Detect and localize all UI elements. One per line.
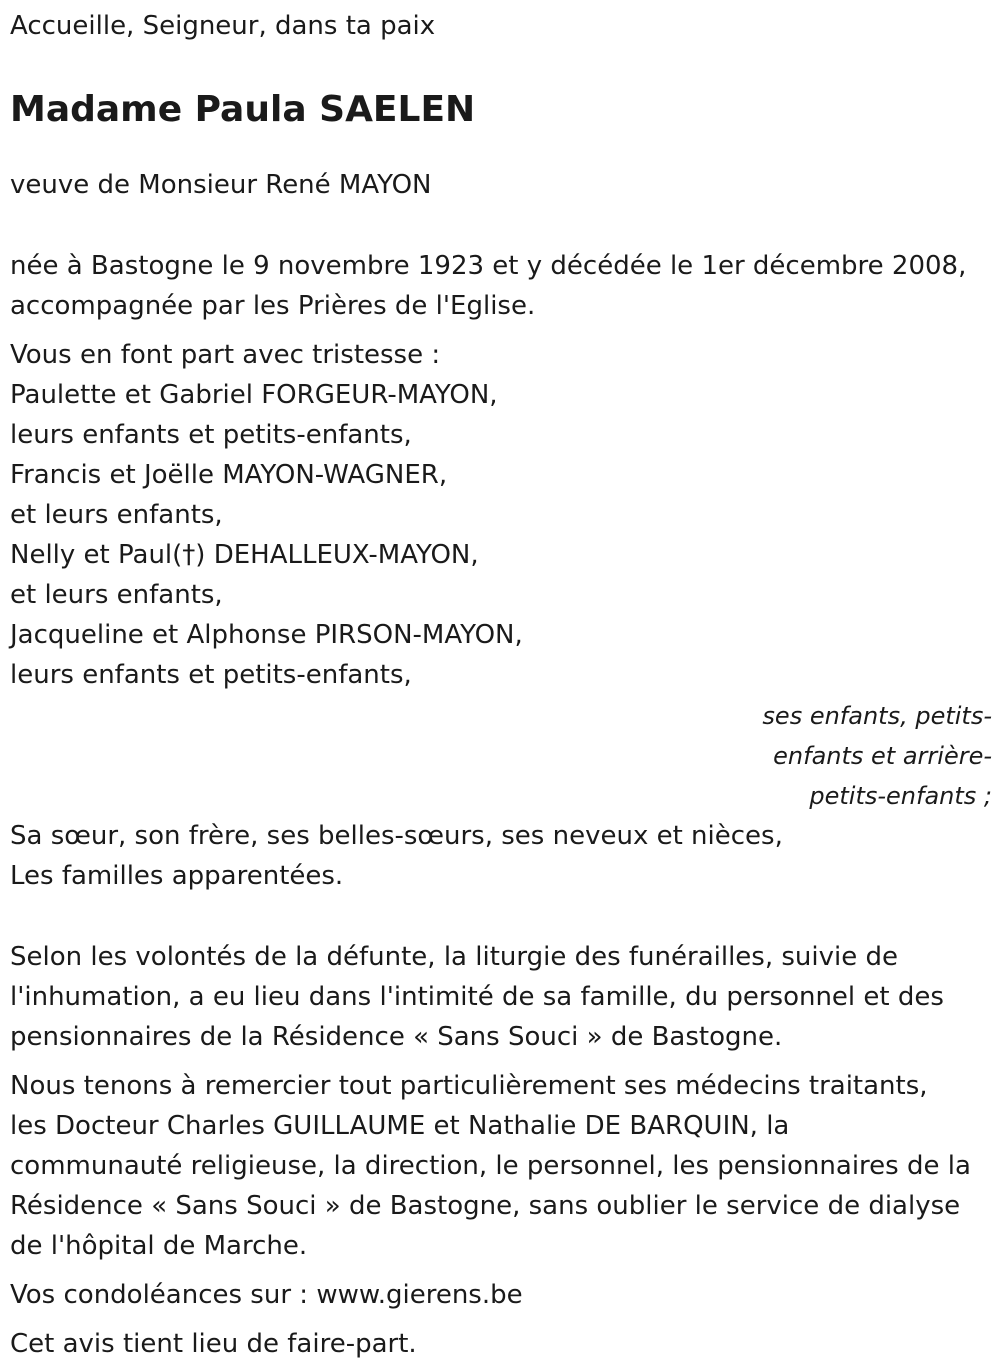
birth-death-paragraph bbox=[10, 246, 992, 326]
funeral-line: l'inhumation, a eu lieu dans l'intimité de sa famille, du personnel et des bbox=[10, 982, 944, 1012]
family-member-line: Paulette et Gabriel FORGEUR-MAYON, bbox=[10, 380, 498, 410]
thanks-line: les Docteur Charles GUILLAUME et Nathalie DE BARQUIN, la bbox=[10, 1111, 790, 1141]
relatives-line: Sa sœur, son frère, ses belles-sœurs, ses neveux et nièces, bbox=[10, 821, 783, 851]
obituary-notice bbox=[10, 6, 992, 1364]
family-member-line: leurs enfants et petits-enfants, bbox=[10, 420, 412, 450]
deceased-name: Madame Paula SAELEN bbox=[10, 89, 476, 130]
widow-line: veuve de Monsieur René MAYON bbox=[10, 170, 432, 200]
notice-line: Cet avis tient lieu de faire-part. bbox=[10, 1329, 417, 1359]
birth-line: née à Bastogne le 9 novembre 1923 et y décédée le 1er décembre 2008, bbox=[10, 251, 967, 281]
thanks-line: Nous tenons à remercier tout particulièrement ses médecins traitants, bbox=[10, 1071, 928, 1101]
grandchildren-line: enfants et arrière- bbox=[773, 742, 992, 770]
family-member-line: Francis et Joëlle MAYON-WAGNER, bbox=[10, 460, 448, 490]
thanks-line: Résidence « Sans Souci » de Bastogne, sans oublier le service de dialyse bbox=[10, 1191, 961, 1221]
family-member-line: Nelly et Paul(†) DEHALLEUX-MAYON, bbox=[10, 540, 479, 570]
thanks-line: de l'hôpital de Marche. bbox=[10, 1231, 308, 1261]
grandchildren-note bbox=[10, 696, 992, 816]
birth-line: accompagnée par les Prières de l'Eglise. bbox=[10, 291, 536, 321]
relatives-line: Les familles apparentées. bbox=[10, 861, 344, 891]
announce-line: Vous en font part avec tristesse : bbox=[10, 340, 441, 370]
opening-prayer: Accueille, Seigneur, dans ta paix bbox=[10, 11, 436, 41]
relatives-paragraph bbox=[10, 816, 992, 896]
family-member-line: et leurs enfants, bbox=[10, 580, 223, 610]
family-member-line: Jacqueline et Alphonse PIRSON-MAYON, bbox=[10, 620, 523, 650]
funeral-line: Selon les volontés de la défunte, la liturgie des funérailles, suivie de bbox=[10, 942, 898, 972]
condolences-line: Vos condoléances sur : www.gierens.be bbox=[10, 1280, 523, 1310]
grandchildren-line: petits-enfants ; bbox=[809, 782, 992, 810]
family-member-line: et leurs enfants, bbox=[10, 500, 223, 530]
funeral-paragraph bbox=[10, 937, 992, 1057]
thanks-paragraph bbox=[10, 1066, 992, 1266]
family-member-line: leurs enfants et petits-enfants, bbox=[10, 660, 412, 690]
family-announcement bbox=[10, 335, 992, 695]
grandchildren-line: ses enfants, petits- bbox=[762, 702, 992, 730]
funeral-line: pensionnaires de la Résidence « Sans Souci » de Bastogne. bbox=[10, 1022, 783, 1052]
thanks-line: communauté religieuse, la direction, le personnel, les pensionnaires de la bbox=[10, 1151, 971, 1181]
